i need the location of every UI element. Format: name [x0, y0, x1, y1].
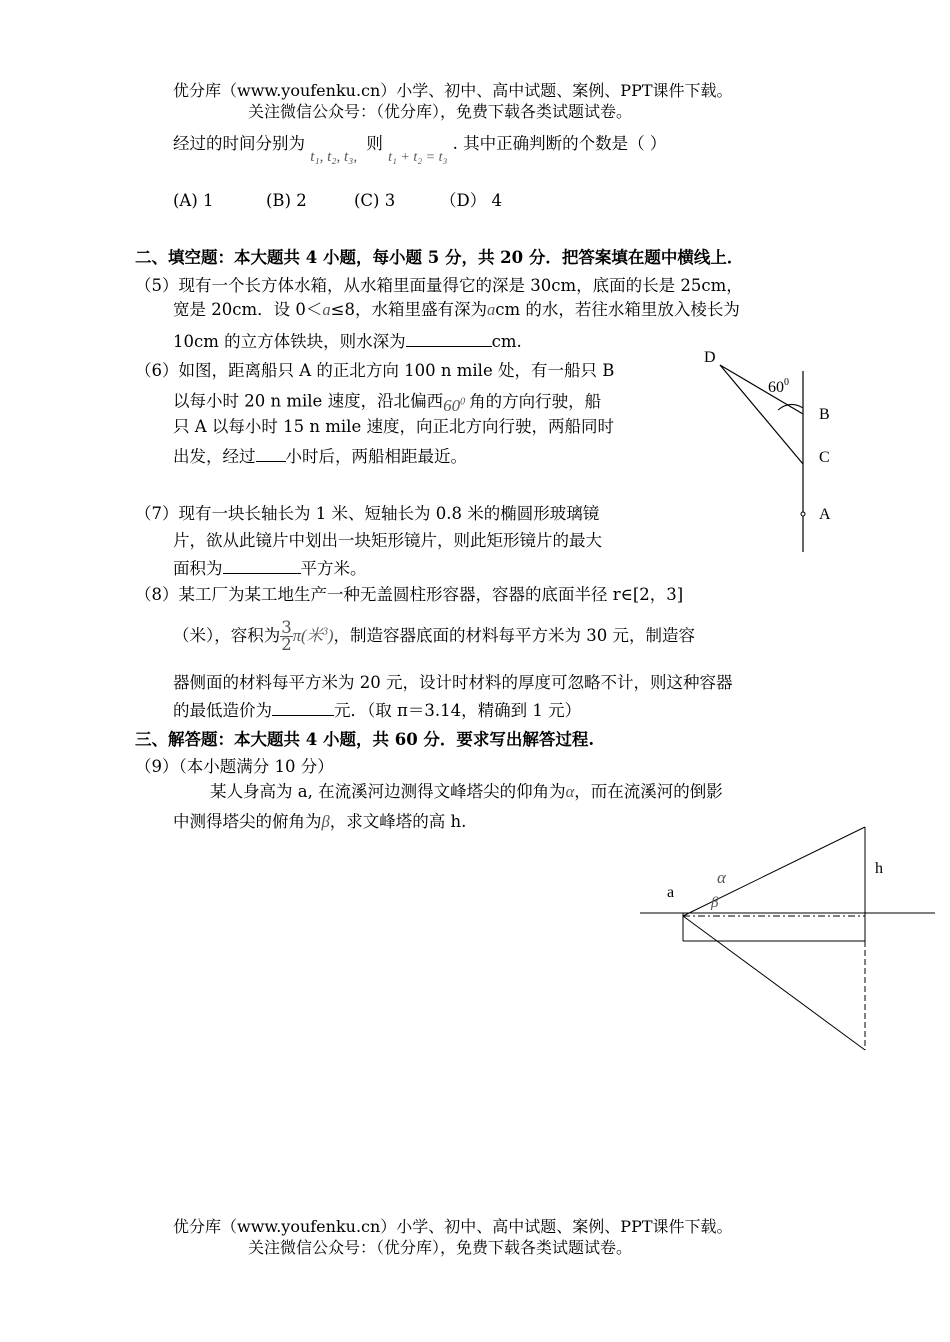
q4-prefix: 经过的时间分别为 — [173, 134, 305, 153]
section2-title: 二、填空题：本大题共 4 小题，每小题 5 分，共 20 分．把答案填在题中横线上． — [135, 248, 744, 267]
q9-line-1b: ，而在流溪河的倒影 — [574, 782, 723, 801]
q9-head: （9）（本小题满分 10 分） — [135, 757, 334, 776]
fraction-numerator: 3 — [281, 618, 292, 637]
label-b: B — [819, 406, 830, 423]
q6-line-4 — [173, 446, 467, 468]
q6-angle-value: 60 — [443, 395, 461, 415]
q5-answer-blank[interactable] — [406, 332, 492, 347]
q9-line-2 — [173, 811, 466, 833]
q4-option-d: （D） 4 — [440, 191, 502, 210]
q5-line-2 — [173, 299, 740, 321]
q8-line-1: （8）某工厂为某工地生产一种无盖圆柱形容器，容器的底面半径 r∈[2，3] — [135, 585, 684, 604]
q4-option-c: (C) 3 — [354, 191, 396, 210]
q6-line-4a: 出发，经过 — [173, 447, 256, 466]
point-a-marker — [801, 512, 805, 516]
q8-unit-sup: 3 — [323, 626, 329, 638]
q9-beta: β — [321, 812, 330, 831]
route-d-to-c-line — [720, 365, 803, 464]
q6-line-3: 只 A 以每小时 15 n mile 速度，向正北方向行驶，两船同时 — [173, 417, 614, 436]
angle-label — [768, 377, 789, 396]
q8-line-2b: ，制造容器底面的材料每平方米为 30 元，制造容 — [333, 626, 696, 645]
q5-line-2c: cm 的水，若往水箱里放入棱长为 — [495, 300, 740, 319]
label-person-a: a — [667, 884, 675, 901]
q8-line-4b: 元．（取 π＝3.14，精确到 1 元） — [334, 701, 582, 720]
q8-unit-close: ) — [328, 626, 334, 645]
q5-line-2b: ≤8，水箱里盛有深为 — [330, 300, 487, 319]
q4-then: 则 — [366, 134, 383, 153]
label-d: D — [704, 349, 716, 366]
label-c: C — [819, 449, 830, 466]
section3-title: 三、解答题：本大题共 4 小题，共 60 分．要求写出解答过程. — [135, 730, 595, 749]
depression-sightline — [683, 916, 865, 1050]
label-h: h — [875, 860, 883, 877]
q6-line-2a: 以每小时 20 n mile 速度，沿北偏西 — [173, 391, 444, 411]
q7-line-3 — [173, 558, 367, 580]
q7-line-1: （7）现有一块长轴长为 1 米、短轴长为 0.8 米的椭圆形玻璃镜 — [135, 504, 600, 523]
q4-formula: t₁ + t₂ = t₃ — [388, 150, 448, 165]
q8-line-4 — [173, 700, 581, 722]
q5-var-a: a — [322, 300, 331, 319]
tower-diagram — [635, 815, 940, 1060]
q5-line-3 — [173, 331, 522, 353]
label-beta: β — [711, 895, 719, 911]
header-line-1: 优分库（www.youfenku.cn）小学、初中、高中试题、案例、PPT课件下载。 — [173, 81, 733, 100]
q6-answer-blank[interactable] — [256, 447, 286, 462]
q6-line-2 — [173, 387, 601, 413]
q9-alpha: α — [565, 782, 575, 801]
q5-line-3b: cm. — [491, 332, 522, 351]
q8-line-4a: 的最低造价为 — [173, 701, 272, 720]
q5-line-2a: 宽是 20cm．设 0＜ — [173, 300, 323, 319]
q5-line-1: （5）现有一个长方体水箱，从水箱里面量得它的深是 30cm，底面的长是 25cm， — [135, 276, 743, 295]
footer-line-2: 关注微信公众号：（优分库），免费下载各类试题试卷。 — [248, 1238, 633, 1257]
q5-line-3a: 10cm 的立方体铁块，则水深为 — [173, 332, 406, 351]
volume-fraction — [280, 620, 293, 653]
ship-diagram — [690, 340, 850, 560]
q7-answer-blank[interactable] — [223, 559, 301, 574]
q7-line-3a: 面积为 — [173, 559, 223, 578]
label-alpha: α — [717, 868, 726, 887]
angle-label-degree: 0 — [784, 377, 789, 388]
q4-suffix: . 其中正确判断的个数是（ ） — [452, 134, 667, 153]
label-a: A — [819, 506, 831, 523]
q4-statement — [173, 133, 667, 165]
q6-line-2b: 角的方向行驶，船 — [469, 391, 602, 411]
q8-line-2a: （米），容积为 — [173, 626, 281, 645]
q4-option-b: (B) 2 — [266, 191, 307, 210]
q8-line-3: 器侧面的材料每平方米为 20 元，设计时材料的厚度可忽略不计，则这种容器 — [173, 673, 733, 692]
header-line-2: 关注微信公众号：（优分库），免费下载各类试题试卷。 — [248, 102, 633, 121]
angle-label-value: 60 — [768, 379, 784, 396]
q7-line-3b: 平方米。 — [300, 559, 367, 578]
q5-var-a-2: a — [486, 300, 496, 319]
q6-angle — [443, 396, 465, 415]
q8-pi-unit-text: π(米 — [292, 626, 324, 645]
q8-line-2 — [173, 620, 695, 653]
fraction-denominator: 2 — [281, 635, 292, 654]
q6-angle-degree: 0 — [460, 396, 466, 407]
q6-line-1: （6）如图，距离船只 A 的正北方向 100 n mile 处，有一船只 B — [135, 361, 615, 380]
q7-line-2: 片，欲从此镜片中划出一块矩形镜片，则此矩形镜片的最大 — [173, 531, 602, 550]
q8-answer-blank[interactable] — [272, 701, 334, 716]
q9-line-1a: 某人身高为 a, 在流溪河边测得文峰塔尖的仰角为 — [210, 782, 566, 801]
q4-time-list: t₁, t₂, t₃, — [310, 149, 358, 165]
route-d-to-b-line — [720, 365, 803, 414]
q8-pi-unit — [293, 626, 334, 645]
q9-line-1 — [210, 781, 723, 803]
q9-line-2b: ，求文峰塔的高 h. — [329, 812, 467, 831]
q6-line-4b: 小时后，两船相距最近。 — [285, 447, 467, 466]
q9-line-2a: 中测得塔尖的俯角为 — [173, 812, 322, 831]
q4-option-a: (A) 1 — [173, 191, 214, 210]
footer-line-1: 优分库（www.youfenku.cn）小学、初中、高中试题、案例、PPT课件下载。 — [173, 1217, 733, 1236]
